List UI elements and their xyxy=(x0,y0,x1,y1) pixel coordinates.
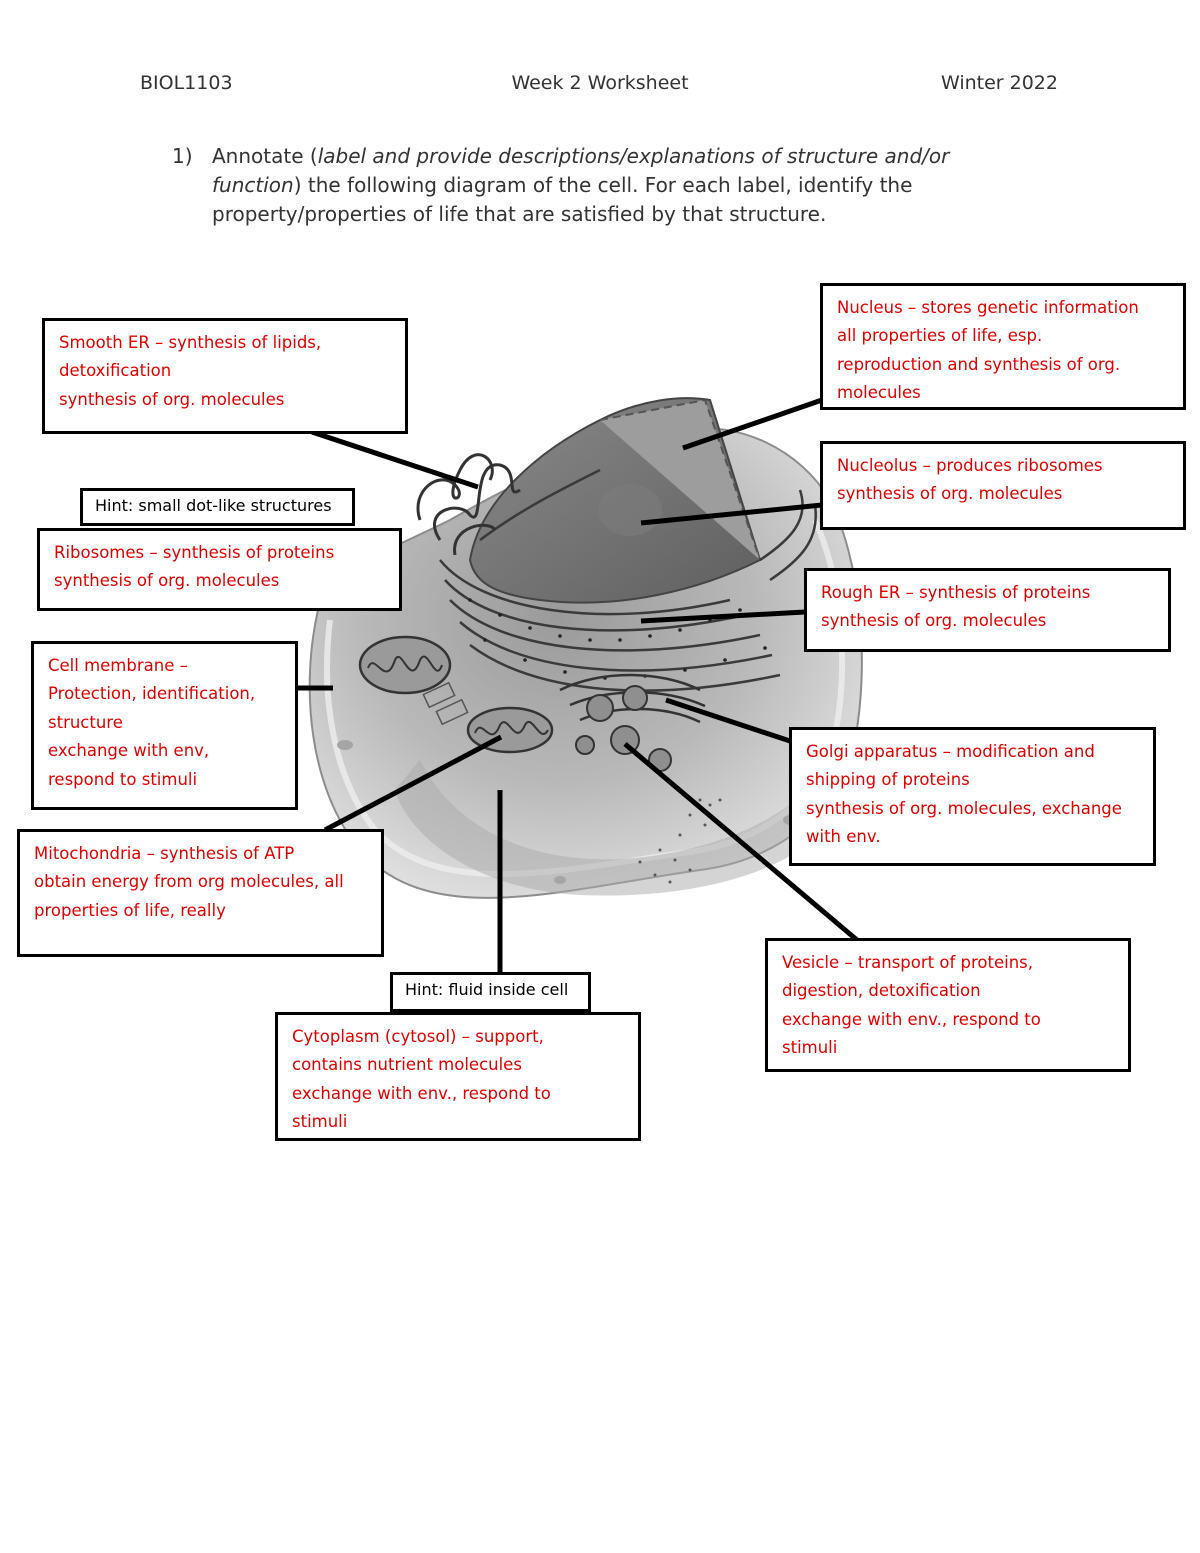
cytoplasm-line-4: stimuli xyxy=(292,1112,348,1132)
nucleus-line-4: molecules xyxy=(837,383,921,403)
nucleolus xyxy=(598,484,662,536)
worksheet-title: Week 2 Worksheet xyxy=(511,72,689,94)
cell-membrane-label xyxy=(31,641,298,810)
smooth-er-line-2: detoxification xyxy=(59,361,172,381)
nucleolus-line-1: Nucleolus – produces ribosomes xyxy=(837,456,1103,475)
question-number: 1) xyxy=(172,144,193,168)
mitochondrion-left xyxy=(360,637,450,693)
cytoplasm-line-2: contains nutrient molecules xyxy=(292,1055,522,1075)
vesicle-line-1: Vesicle – transport of proteins, xyxy=(782,953,1034,972)
vesicle-line-2: digestion, detoxification xyxy=(782,981,981,1001)
question-text-part-3: ) the following diagram of the cell. For each label, identify the property/properties of life that are satisfied by that structure. xyxy=(212,173,913,226)
golgi-line-3: synthesis of org. molecules, exchange xyxy=(806,798,1122,818)
ribosomes-label xyxy=(37,528,402,611)
ribosomes-line-2: synthesis of org. molecules xyxy=(54,571,280,591)
cytoplasm-label xyxy=(275,1012,641,1141)
nucleus-line-1: Nucleus – stores genetic information xyxy=(837,298,1139,317)
cell-membrane-line-2: Protection, identification, xyxy=(48,684,256,704)
golgi-line-4: with env. xyxy=(806,827,881,847)
golgi-line-2: shipping of proteins xyxy=(806,770,970,790)
vesicle-label xyxy=(765,938,1131,1072)
nucleolus-label xyxy=(820,441,1186,530)
cell-membrane-line-4: exchange with env, xyxy=(48,741,210,761)
leader-line-smooth-er xyxy=(312,432,478,487)
course-code: BIOL1103 xyxy=(140,72,233,94)
nucleus-line-2: all properties of life, esp. xyxy=(837,326,1043,346)
ribosomes-hint: Hint: small dot-like structures xyxy=(80,488,355,526)
nucleus-line-3: reproduction and synthesis of org. xyxy=(837,354,1121,374)
smooth-er-line-1: Smooth ER – synthesis of lipids, xyxy=(59,333,322,352)
question-text-part-1: Annotate ( xyxy=(212,144,318,168)
mitochondria-line-1: Mitochondria – synthesis of ATP xyxy=(34,844,295,863)
cytoplasm-line-3: exchange with env., respond to xyxy=(292,1083,551,1103)
rough-er-label xyxy=(804,568,1171,652)
mitochondria-label xyxy=(17,829,384,957)
mitochondria-line-3: properties of life, really xyxy=(34,900,226,920)
question-text-emphasis: label and provide descriptions/explanations of structure and/or function xyxy=(212,144,950,197)
term-label: Winter 2022 xyxy=(940,72,1058,94)
cell-membrane-line-1: Cell membrane – xyxy=(48,656,188,675)
ribosomes-line-1: Ribosomes – synthesis of proteins xyxy=(54,543,335,562)
golgi-label xyxy=(789,727,1156,866)
cytoplasm-line-1: Cytoplasm (cytosol) – support, xyxy=(292,1027,544,1046)
nucleolus-line-2: synthesis of org. molecules xyxy=(837,484,1063,504)
rough-er-line-1: Rough ER – synthesis of proteins xyxy=(821,583,1091,602)
smooth-er-label xyxy=(42,318,408,434)
mitochondria-line-2: obtain energy from org molecules, all xyxy=(34,872,344,892)
rough-er-line-2: synthesis of org. molecules xyxy=(821,611,1047,631)
vesicle-line-4: stimuli xyxy=(782,1038,838,1058)
vesicle-line-3: exchange with env., respond to xyxy=(782,1009,1041,1029)
cell-membrane-line-3: structure xyxy=(48,712,123,732)
golgi-line-1: Golgi apparatus – modification and xyxy=(806,742,1095,761)
smooth-er-line-3: synthesis of org. molecules xyxy=(59,389,285,409)
cytoplasm-hint: Hint: fluid inside cell xyxy=(390,972,591,1012)
nucleus-label xyxy=(820,283,1186,410)
cell-membrane-line-5: respond to stimuli xyxy=(48,769,198,789)
